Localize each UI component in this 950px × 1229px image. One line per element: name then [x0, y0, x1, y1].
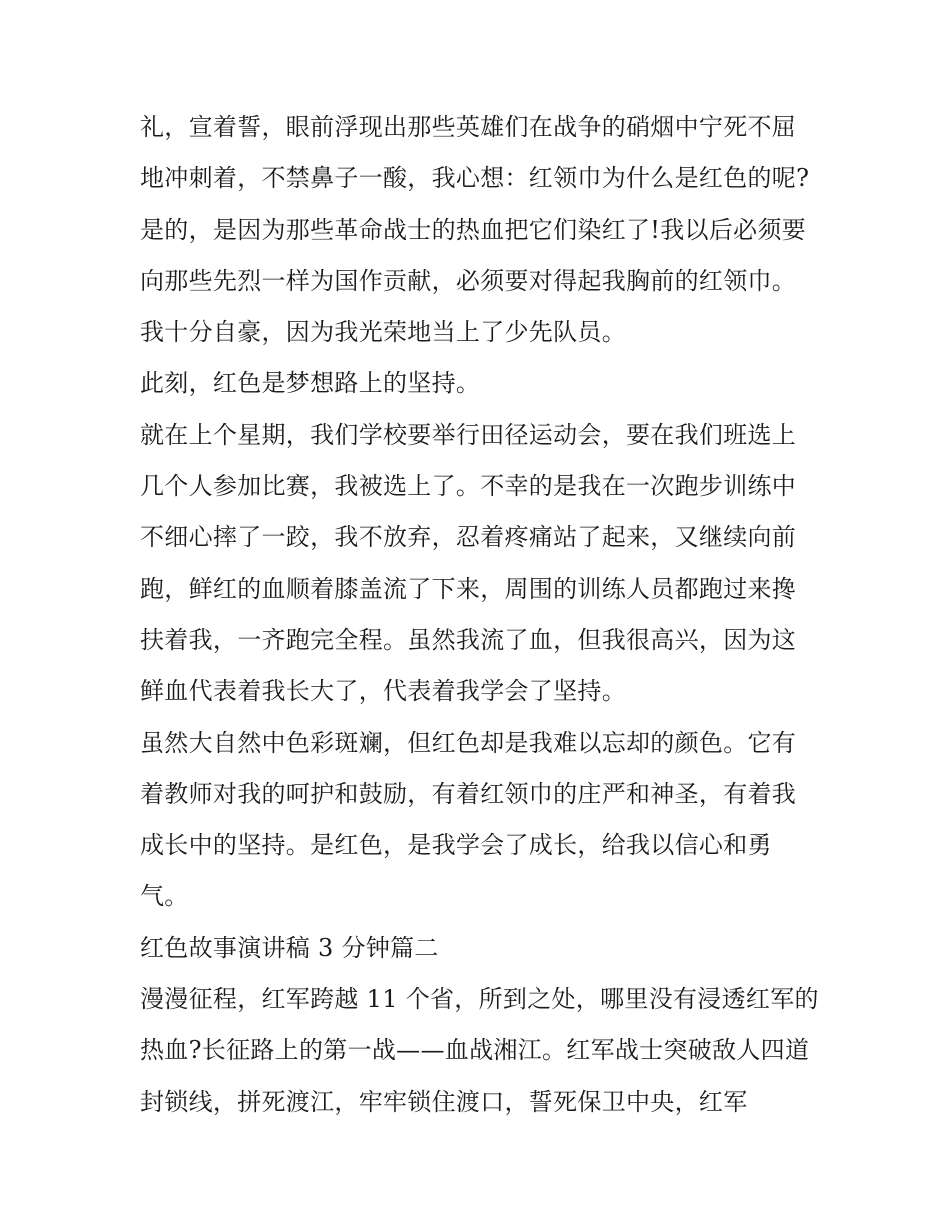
- paragraph-1: 礼，宣着誓，眼前浮现出那些英雄们在战争的硝烟中宁死不屈地冲刺着，不禁鼻子一酸，我心想：红领巾为什么是红色的呢?是的，是因为那些革命战士的热血把它们染红了!我以后必须要向那些先烈一样为国作贡献，必须要对得起我胸前的红领巾。我十分自豪，因为我光荣地当上了少先队员。: [140, 113, 810, 347]
- paragraph-4: 虽然大自然中色彩斑斓，但红色却是我难以忘却的颜色。它有着教师对我的呵护和鼓励，有着红领巾的庄严和神圣，有着我成长中的坚持。是红色，是我学会了成长，给我以信心和勇气。: [140, 728, 797, 911]
- section-heading: 红色故事演讲稿 3 分钟篇二: [140, 933, 439, 962]
- paragraph-3: 就在上个星期，我们学校要举行田径运动会，要在我们班选上几个人参加比赛，我被选上了。不幸的是我在一次跑步训练中不细心摔了一跤，我不放弃，忍着疼痛站了起来，又继续向前跑，鲜红的血顺着膝盖流了下来，周围的训练人员都跑过来搀扶着我，一齐跑完全程。虽然我流了血，但我很高兴，因为这鲜血代表着我长大了，代表着我学会了坚持。: [140, 420, 797, 706]
- document-page: [140, 102, 820, 1128]
- paragraph-5: 漫漫征程，红军跨越 11 个省，所到之处，哪里没有浸透红军的热血?长征路上的第一战——血战湘江。红军战士突破敌人四道封锁线，拼死渡江，牢牢锁住渡口，誓死保卫中央，红军: [140, 985, 819, 1116]
- paragraph-2: 此刻，红色是梦想路上的坚持。: [140, 369, 481, 398]
